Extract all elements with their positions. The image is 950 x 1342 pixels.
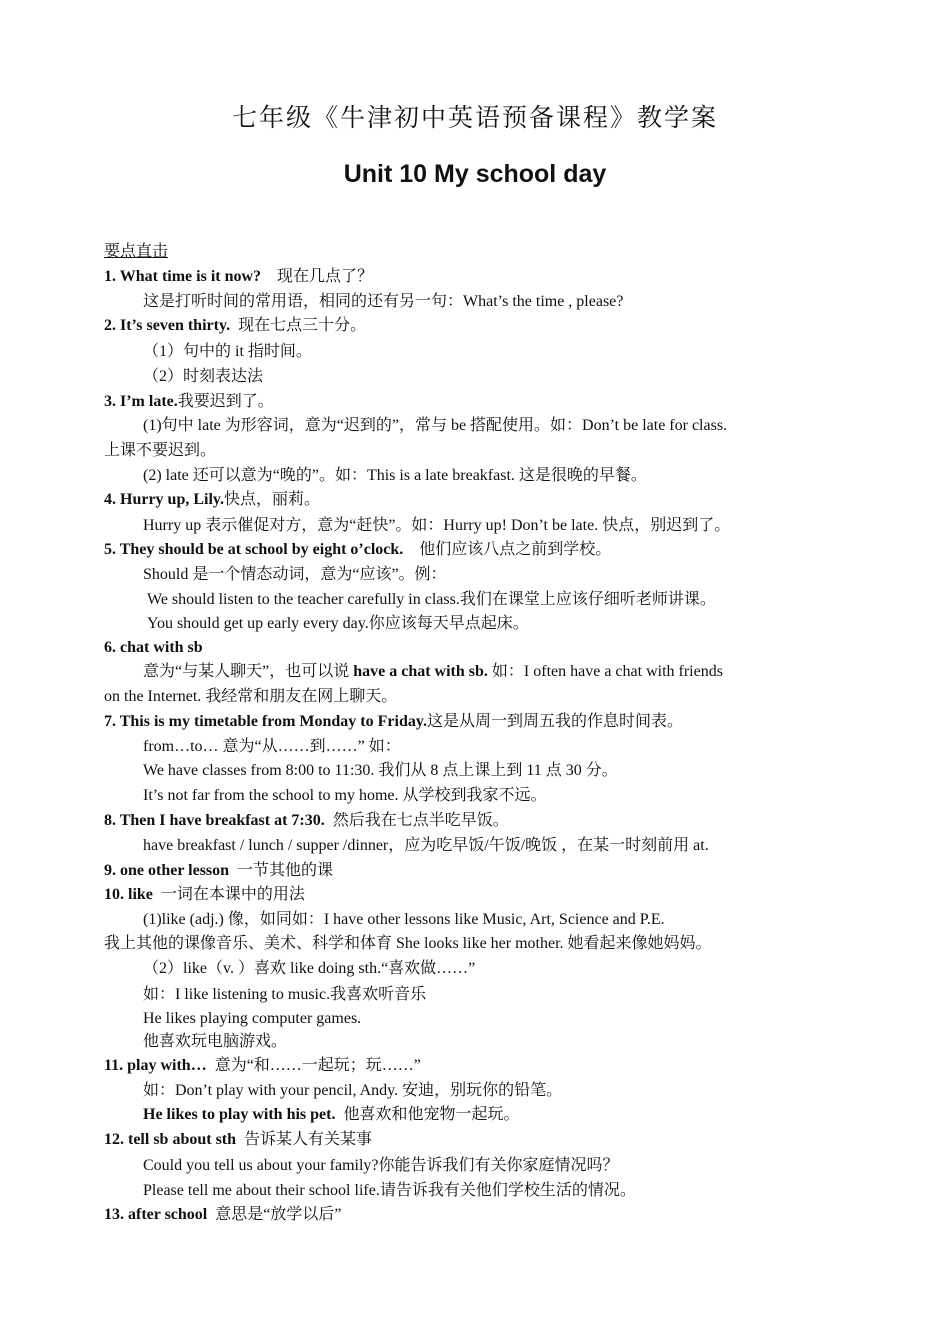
point-10-translation: 一词在本课中的用法: [160, 886, 305, 903]
point-5-note: Should 是一个情态动词，意为“应该”。例：: [143, 566, 447, 583]
point-13-translation: 意思是“放学以后”: [215, 1206, 342, 1223]
point-13-heading: 13. after school: [104, 1206, 208, 1223]
point-1-translation: 现在几点了？: [277, 268, 374, 285]
point-6-note-text: 意为“与某人聊天”，也可以说: [143, 663, 354, 680]
point-10-note-a: (1)like (adj.) 像，如同如：I have other lessons like Music, Art, Science and P.E.: [143, 911, 665, 928]
point-4: [104, 489, 320, 511]
point-12-translation: 告诉某人有关某事: [244, 1131, 373, 1148]
point-7: [104, 711, 683, 733]
point-5: [104, 539, 611, 561]
point-2: [104, 315, 366, 337]
point-10-example-1: 如：I like listening to music.我喜欢听音乐: [143, 986, 427, 1003]
point-1: [104, 266, 373, 288]
point-3-note-b: (2) late 还可以意为“晚的”。如：This is a late breakfast. 这是很晚的早餐。: [143, 467, 647, 484]
point-10-note-a-cont: 我上其他的课像音乐、美术、科学和体育 She looks like her mother. 她看起来像她妈妈。: [104, 935, 712, 952]
point-5-translation: 他们应该八点之前到学校。: [419, 541, 612, 558]
point-2-note-b: （2）时刻表达法: [143, 368, 264, 385]
document-title: 七年级《牛津初中英语预备课程》教学案: [231, 103, 718, 132]
point-6-phrase: have a chat with sb.: [353, 663, 488, 680]
point-11-translation: 意为“和……一起玩；玩……”: [214, 1057, 421, 1074]
point-6-example: 如：I often have a chat with friends: [487, 663, 723, 680]
point-12-example-2: Please tell me about their school life.请告诉我有关他们学校生活的情况。: [143, 1182, 636, 1199]
point-7-heading: 7. This is my timetable from Monday to Friday.: [104, 713, 427, 730]
point-5-example-2: You should get up early every day.你应该每天早点起床。: [147, 615, 529, 632]
point-4-heading: 4. Hurry up, Lily.: [104, 491, 225, 508]
section-heading: 要点直击: [104, 243, 169, 260]
point-3-translation: 我要迟到了。: [177, 393, 274, 410]
point-12-example-1: Could you tell us about your family?你能告诉我们有关你家庭情况吗？: [143, 1157, 619, 1174]
point-7-example-2: It’s not far from the school to my home. 从学校到我家不远。: [143, 787, 547, 804]
point-2-translation: 现在七点三十分。: [238, 317, 367, 334]
point-3-note-a: (1)句中 late 为形容词，意为“迟到的”，常与 be 搭配使用。如：Don’t be late for class.: [143, 417, 728, 434]
unit-title: Unit 10 My school day: [343, 160, 607, 188]
point-4-translation: 快点，丽莉。: [224, 491, 321, 508]
point-8-heading: 8. Then I have breakfast at 7:30.: [104, 812, 325, 829]
point-8-note: have breakfast / lunch / supper /dinner，应为吃早饭/午饭/晚饭 ，在某一时刻前用 at.: [143, 837, 709, 854]
point-12-heading: 12. tell sb about sth: [104, 1131, 237, 1148]
point-6-note: [143, 661, 723, 683]
point-3-note-a-cont: 上课不要迟到。: [104, 442, 217, 459]
point-8: [104, 810, 509, 832]
point-13: [104, 1204, 341, 1226]
point-7-note: from…to… 意为“从……到……” 如：: [143, 738, 401, 755]
point-6-note-cont: on the Internet. 我经常和朋友在网上聊天。: [104, 688, 398, 705]
point-10-heading: 10. like: [104, 886, 153, 903]
point-10-example-2: He likes playing computer games.: [143, 1010, 362, 1027]
point-7-example-1: We have classes from 8:00 to 11:30. 我们从 8 点上课上到 11 点 30 分。: [143, 762, 618, 779]
point-3-heading: 3. I’m late.: [104, 393, 178, 410]
point-10-example-2-cn: 他喜欢玩电脑游戏。: [143, 1033, 288, 1050]
point-1-note: 这是打听时间的常用语，相同的还有另一句：What’s the time , please?: [143, 293, 624, 310]
point-9-heading: 9. one other lesson: [104, 862, 230, 879]
point-6-heading: 6. chat with sb: [104, 639, 203, 656]
point-9-translation: 一节其他的课: [237, 862, 334, 879]
point-5-heading: 5. They should be at school by eight o’clock.: [104, 541, 404, 558]
point-10: [104, 884, 305, 906]
point-7-translation: 这是从周一到周五我的作息时间表。: [426, 713, 683, 730]
point-9: [104, 860, 333, 882]
point-11-heading: 11. play with…: [104, 1057, 207, 1074]
point-4-note: Hurry up 表示催促对方，意为“赶快”。如：Hurry up! Don’t be late. 快点，别迟到了。: [143, 517, 731, 534]
point-3: [104, 391, 274, 413]
point-11-example-2-cn: 他喜欢和他宠物一起玩。: [343, 1106, 520, 1123]
point-2-heading: 2. It’s seven thirty.: [104, 317, 231, 334]
point-1-heading: 1. What time is it now?: [104, 268, 262, 285]
point-2-note-a: （1）句中的 it 指时间。: [143, 343, 312, 360]
point-5-example-1: We should listen to the teacher carefully in class.我们在课堂上应该仔细听老师讲课。: [147, 591, 716, 608]
point-11-example-1: 如：Don’t play with your pencil, Andy. 安迪，别玩你的铅笔。: [143, 1082, 563, 1099]
point-10-note-b: （2）like（v. ）喜欢 like doing sth.“喜欢做……”: [143, 960, 476, 977]
point-6: [104, 637, 203, 659]
point-11-example-2: [143, 1104, 519, 1126]
point-11-example-2-en: He likes to play with his pet.: [143, 1106, 336, 1123]
point-12: [104, 1129, 372, 1151]
point-8-translation: 然后我在七点半吃早饭。: [332, 812, 509, 829]
point-11: [104, 1055, 421, 1077]
